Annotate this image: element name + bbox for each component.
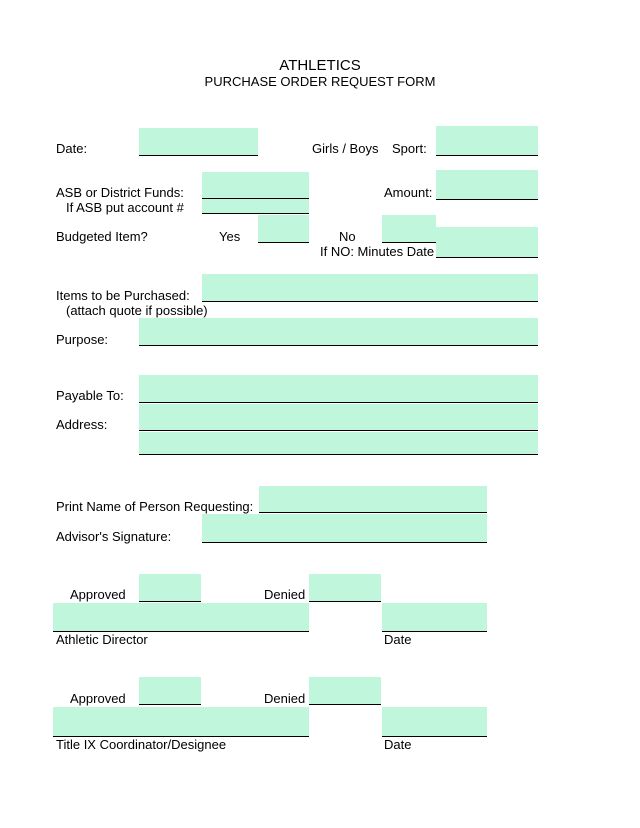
ad-date-field[interactable] — [382, 603, 487, 632]
form-subtitle: PURCHASE ORDER REQUEST FORM — [204, 74, 436, 89]
address-field-line1[interactable] — [139, 404, 538, 431]
ad-signature-field[interactable] — [53, 603, 309, 632]
amount-label: Amount: — [384, 185, 433, 200]
payable-field[interactable] — [139, 375, 538, 403]
ad-approved-label: Approved — [70, 587, 126, 602]
yes-field[interactable] — [258, 215, 309, 243]
date-label: Date: — [56, 141, 88, 156]
print-name-label: Print Name of Person Requesting: — [56, 499, 254, 514]
date-field[interactable] — [139, 128, 258, 156]
items-label: Items to be Purchased: — [56, 288, 190, 303]
ad-date-label: Date — [384, 632, 412, 647]
address-field-line2[interactable] — [139, 432, 538, 455]
asb-account-label: If ASB put account # — [66, 200, 184, 215]
ad-denied-field[interactable] — [309, 574, 381, 602]
asb-account-field[interactable] — [202, 199, 309, 214]
sport-field[interactable] — [436, 126, 538, 156]
t9-signature-field[interactable] — [53, 707, 309, 737]
sport-label: Sport: — [392, 141, 427, 156]
athletic-director-label: Athletic Director — [56, 632, 148, 647]
address-label: Address: — [56, 417, 108, 432]
title-ix-label: Title IX Coordinator/Designee — [56, 737, 227, 752]
attach-note: (attach quote if possible) — [66, 303, 208, 318]
advisor-label: Advisor's Signature: — [56, 529, 172, 544]
budgeted-label: Budgeted Item? — [56, 229, 148, 244]
items-field[interactable] — [202, 274, 538, 302]
t9-date-label: Date — [384, 737, 412, 752]
if-no-label: If NO: Minutes Date — [320, 244, 435, 259]
purpose-field[interactable] — [139, 318, 538, 346]
t9-date-field[interactable] — [382, 707, 487, 737]
no-field[interactable] — [382, 215, 436, 243]
t9-approved-label: Approved — [70, 691, 126, 706]
form-title: ATHLETICS — [279, 57, 361, 74]
no-label: No — [339, 229, 356, 244]
purpose-label: Purpose: — [56, 332, 109, 347]
payable-label: Payable To: — [56, 388, 124, 403]
advisor-signature-field[interactable] — [202, 514, 487, 543]
ad-approved-field[interactable] — [139, 574, 201, 602]
print-name-field[interactable] — [259, 486, 487, 513]
funds-label: ASB or District Funds: — [56, 185, 184, 200]
amount-field[interactable] — [436, 170, 538, 200]
minutes-date-field[interactable] — [436, 227, 538, 258]
yes-label: Yes — [219, 229, 241, 244]
t9-denied-field[interactable] — [309, 677, 381, 705]
t9-denied-label: Denied — [264, 691, 306, 706]
t9-approved-field[interactable] — [139, 677, 201, 705]
girls-boys-label: Girls / Boys — [312, 141, 379, 156]
ad-denied-label: Denied — [264, 587, 306, 602]
funds-field[interactable] — [202, 172, 309, 199]
